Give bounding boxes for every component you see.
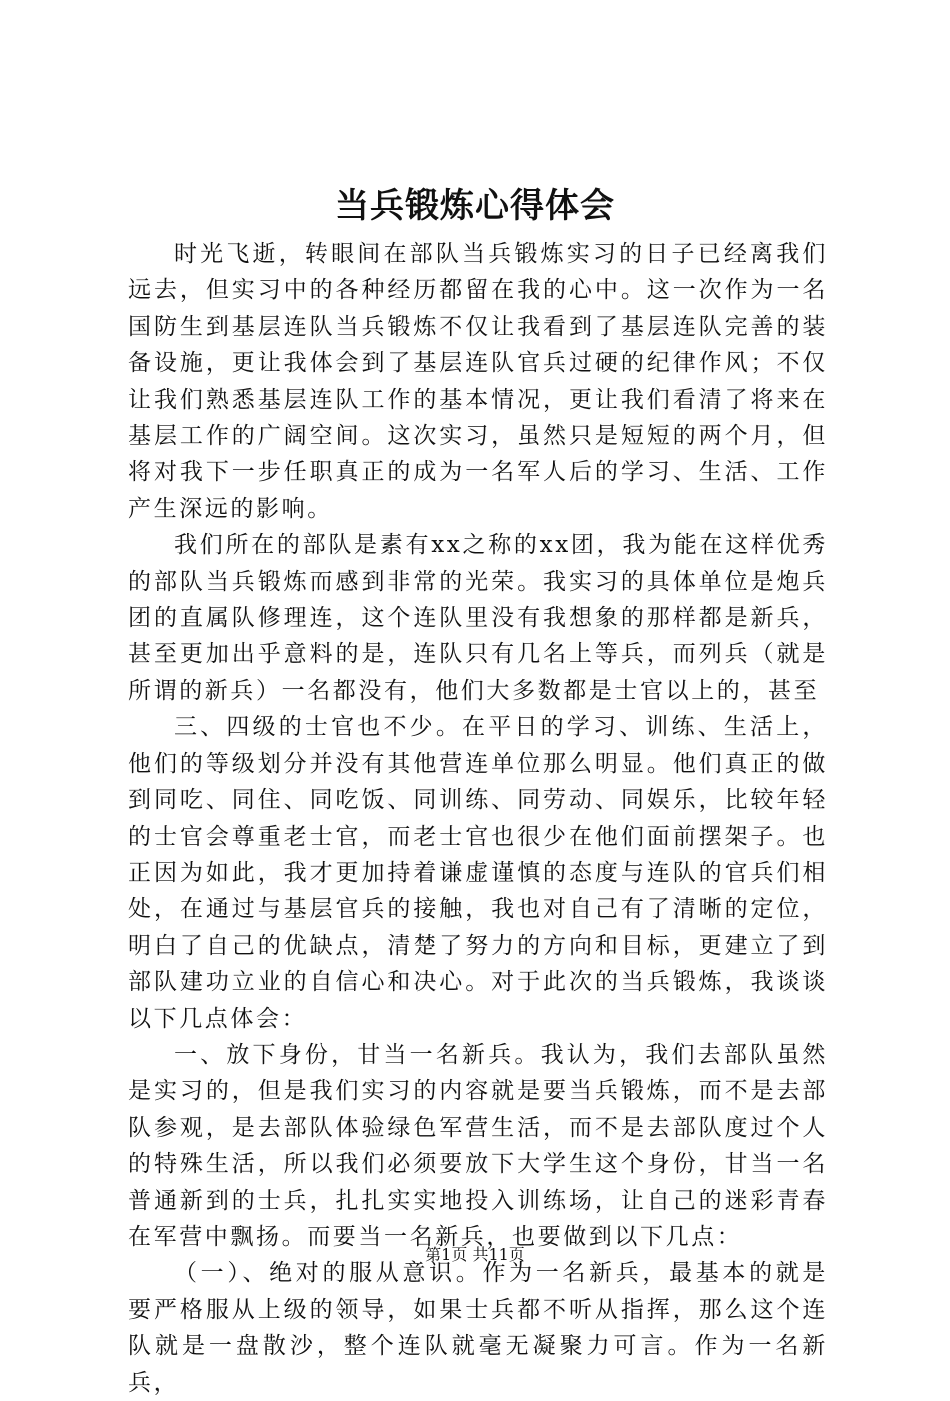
document-title: 当兵锻炼心得体会 (335, 186, 615, 226)
paragraph: （一）、绝对的服从意识。作为一名新兵，最基本的就是要严格服从上级的领导，如果士兵都不听从指挥，那么这个连队就是一盘散沙，整个连队就毫无凝聚力可言。作为一名新兵， (128, 1260, 828, 1396)
paragraph: 一、放下身份，甘当一名新兵。我认为，我们去部队虽然是实习的，但是我们实习的内容就是要当兵锻炼，而不是去部队参观，是去部队体验绿色军营生活，而不是去部队度过个人的特殊生活，所以我们必须要放下大学生这个身份，甘当一名普通新到的士兵，扎扎实实地投入训练场，让自己的迷彩青春在军营中飘扬。而要当一名新兵，也要做到以下几点： (128, 1041, 828, 1250)
paragraph: 三、四级的士官也不少。在平日的学习、训练、生活上，他们的等级划分并没有其他营连单位那么明显。他们真正的做到同吃、同住、同吃饭、同训练、同劳动、同娱乐，比较年轻的士官会尊重老士官，而老士官也很少在他们面前摆架子。也正因为如此，我才更加持着谦虚谨慎的态度与连队的官兵们相处，在通过与基层官兵的接触，我也对自己有了清晰的定位，明白了自己的优缺点，清楚了努力的方向和目标，更建立了到部队建功立业的自信心和决心。对于此次的当兵锻炼，我谈谈以下几点体会： (128, 714, 828, 1032)
document-body (128, 236, 828, 1401)
page-number-footer: 第1页 共11页 (425, 1245, 525, 1264)
paragraph: 时光飞逝，转眼间在部队当兵锻炼实习的日子已经离我们远去，但实习中的各种经历都留在我的心中。这一次作为一名国防生到基层连队当兵锻炼不仅让我看到了基层连队完善的装备设施，更让我体会到了基层连队官兵过硬的纪律作风；不仅让我们熟悉基层连队工作的基本情况，更让我们看清了将来在基层工作的广阔空间。这次实习，虽然只是短短的两个月，但将对我下一步任职真正的成为一名军人后的学习、生活、工作产生深远的影响。 (128, 241, 828, 522)
paragraph: 我们所在的部队是素有xx之称的xx团，我为能在这样优秀的部队当兵锻炼而感到非常的光荣。我实习的具体单位是炮兵团的直属队修理连，这个连队里没有我想象的那样都是新兵，甚至更加出乎意料的是，连队只有几名上等兵，而列兵（就是所谓的新兵）一名都没有，他们大多数都是士官以上的，甚至 (128, 532, 828, 704)
